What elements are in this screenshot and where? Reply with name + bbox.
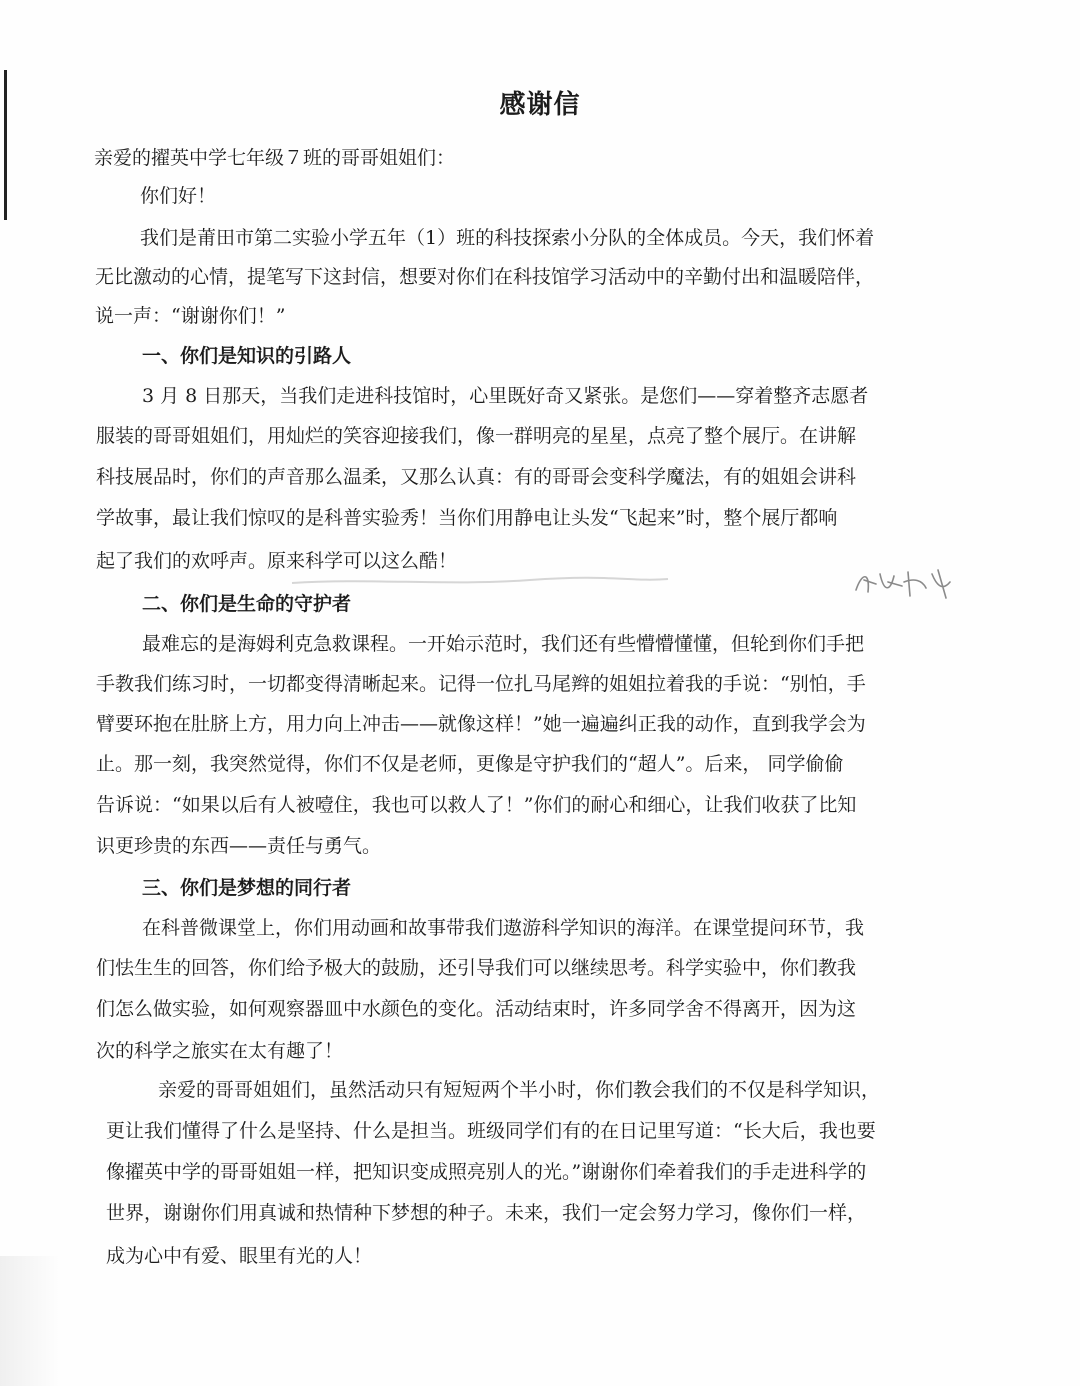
section2-line: 识更珍贵的东西——责任与勇气。 [96, 835, 382, 857]
closing-line: 更让我们懂得了什么是坚持、什么是担当。班级同学们有的在日记里写道：“长大后，我也要 [106, 1120, 876, 1142]
section3-line: 们怯生生的回答，你们给予极大的鼓励，还引导我们可以继续思考。科学实验中，你们教我 [96, 957, 857, 979]
section1-heading: 一、你们是知识的引路人 [142, 345, 352, 367]
closing-line: 像擢英中学的哥哥姐姐一样，把知识变成照亮别人的光。”谢谢你们牵着我们的手走进科学的 [106, 1161, 867, 1183]
section2-line: 告诉说：“如果以后有人被噎住，我也可以救人了！”你们的耐心和细心，让我们收获了比知 [96, 794, 857, 816]
section1-line: 服装的哥哥姐姐们，用灿烂的笑容迎接我们，像一群明亮的星星，点亮了整个展厅。在讲解 [96, 425, 857, 447]
section2-line: 臂要环抱在肚脐上方，用力向上冲击——就像这样！”她一遍遍纠正我的动作，直到我学会为 [96, 713, 866, 735]
section3-line: 在科普微课堂上，你们用动画和故事带我们遨游科学知识的海洋。在课堂提问环节，我 [142, 917, 865, 939]
section2-heading: 二、你们是生命的守护者 [142, 593, 352, 615]
handwritten-signature [850, 562, 960, 602]
letter-title: 感谢信 [499, 90, 581, 120]
scan-shadow [0, 1256, 60, 1386]
section3-heading: 三、你们是梦想的同行者 [142, 877, 352, 899]
closing-line: 成为心中有爱、眼里有光的人！ [106, 1245, 373, 1267]
section3-line: 次的科学之旅实在太有趣了！ [96, 1040, 344, 1062]
section3-line: 们怎么做实验，如何观察器皿中水颜色的变化。活动结束时，许多同学舍不得离开，因为这 [96, 998, 857, 1020]
intro-line: 说一声：“谢谢你们！” [95, 305, 286, 327]
greeting: 你们好！ [140, 185, 217, 207]
section2-line: 手教我们练习时，一切都变得清晰起来。记得一位扎马尾辫的姐姐拉着我的手说：“别怕，手 [96, 673, 866, 695]
section1-line: 3 月 8 日那天，当我们走进科技馆时，心里既好奇又紧张。是您们——穿着整齐志愿者 [142, 385, 869, 407]
intro-line: 我们是莆田市第二实验小学五年（1）班的科技探索小分队的全体成员。今天，我们怀着 [140, 227, 875, 249]
salutation: 亲爱的擢英中学七年级７班的哥哥姐姐们： [94, 147, 456, 169]
section2-line: 止。那一刻，我突然觉得，你们不仅是老师，更像是守护我们的“超人”。后来， 同学偷偷 [96, 753, 844, 775]
pencil-stroke-decoration [290, 574, 670, 588]
intro-line: 无比激动的心情，提笔写下这封信，想要对你们在科技馆学习活动中的辛勤付出和温暖陪伴， [95, 266, 875, 288]
closing-line: 世界，谢谢你们用真诚和热情种下梦想的种子。未来，我们一定会努力学习，像你们一样， [106, 1202, 867, 1224]
section1-line: 起了我们的欢呼声。原来科学可以这么酷！ [96, 550, 458, 572]
section2-line: 最难忘的是海姆利克急救课程。一开始示范时，我们还有些懵懵懂懂，但轮到你们手把 [142, 633, 865, 655]
section1-line: 科技展品时，你们的声音那么温柔，又那么认真：有的哥哥会变科学魔法，有的姐姐会讲科 [96, 466, 857, 488]
section1-line: 学故事，最让我们惊叹的是科普实验秀！当你们用静电让头发“飞起来”时，整个展厅都响 [96, 507, 838, 529]
closing-line: 亲爱的哥哥姐姐们，虽然活动只有短短两个半小时，你们教会我们的不仅是科学知识， [158, 1079, 881, 1101]
